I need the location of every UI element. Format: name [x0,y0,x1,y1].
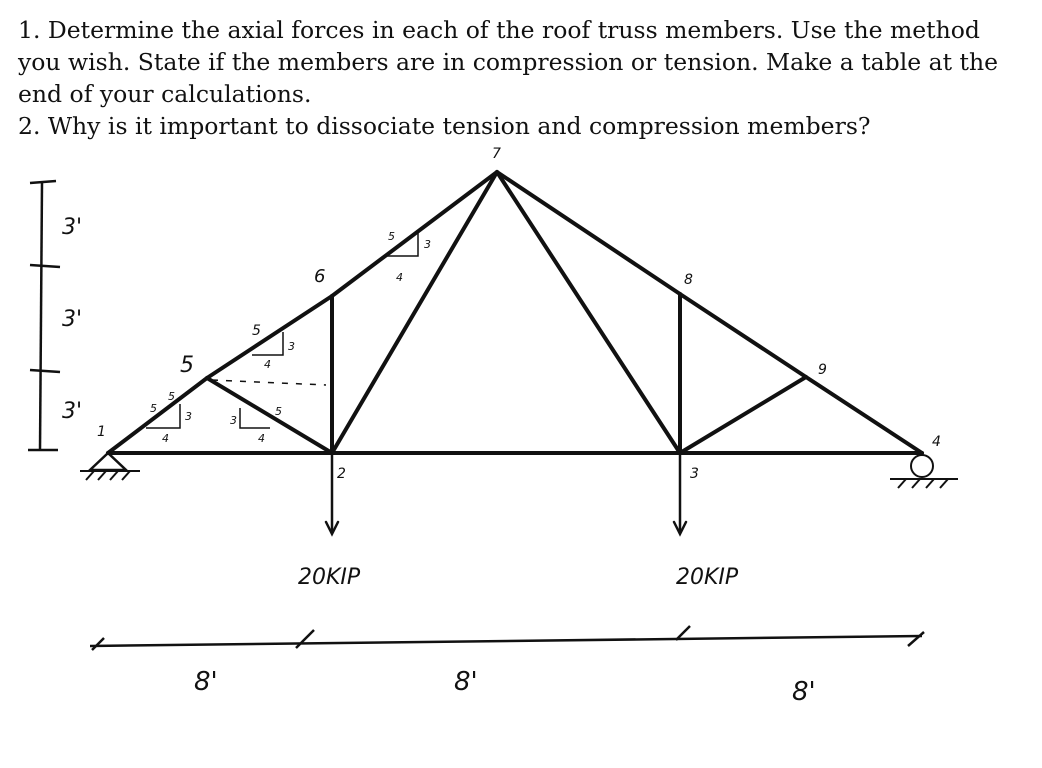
dashed-helper-line [212,380,326,385]
node-label-4: 4 [932,434,941,450]
load-arrow-node-3 [674,455,686,534]
slope3-run: 4 [264,358,271,371]
member-5-2 [207,378,332,453]
load-labels [298,565,739,590]
slope3-hyp: 5 [252,323,261,339]
span-dimension-line [90,626,924,650]
node-label-7: 7 [492,146,501,162]
height-dimension-line [28,181,60,450]
member-7-8-top-chord [497,172,680,294]
node-label-5: 5 [168,390,175,403]
slope2-rise: 3 [230,414,237,427]
slope-triangle-labels [150,230,431,445]
node-label-1: 1 [97,424,106,440]
span-dim-left: 8' [194,667,218,697]
member-3-9 [680,377,806,453]
span-dim-right: 8' [792,677,816,707]
slope2-hyp: 5 [275,405,282,418]
member-2-7 [332,172,497,453]
load-arrows [326,455,686,534]
question-2: 2. Why is it important to dissociate tension and compression members? [18,112,871,140]
pin-support [80,453,140,480]
slope1-hyp: 5 [150,402,157,415]
height-dim-top: 3' [62,215,83,240]
slope4-hyp: 5 [388,230,395,243]
slope1-run: 4 [162,432,169,445]
node-label-3: 3 [690,466,699,482]
node-label-2: 2 [337,466,346,482]
span-dim-middle: 8' [454,667,478,697]
node-label-6: 6 [314,266,326,287]
roller-support [890,455,958,488]
truss-members [108,172,922,453]
slope4-run: 4 [396,271,403,284]
member-length-label: 5 [180,353,194,378]
load-label-node-2: 20KIP [298,565,361,590]
node-label-8: 8 [684,272,693,288]
question-1: 1. Determine the axial forces in each of the roof truss members. Use the method you wish. State if the members are in compression or tension. Make a table at the end of your calculations. [18,16,999,108]
height-dim-middle: 3' [62,307,83,332]
slope2-run: 4 [258,432,265,445]
slope1-rise: 3 [185,410,192,423]
slope3-rise: 3 [288,340,295,353]
node-label-9: 9 [818,362,827,378]
height-dim-bottom: 3' [62,399,83,424]
slope4-rise: 3 [424,238,431,251]
member-6-7-top-chord [332,172,497,296]
member-7-3 [497,172,680,453]
height-dimension-labels [62,215,82,424]
member-1-5-top-chord [108,378,207,453]
load-label-node-3: 20KIP [676,565,739,590]
node-labels [97,146,941,482]
span-dimension-labels [194,667,816,707]
member-9-4-top-chord [806,377,922,453]
member-8-9-top-chord [680,294,806,377]
